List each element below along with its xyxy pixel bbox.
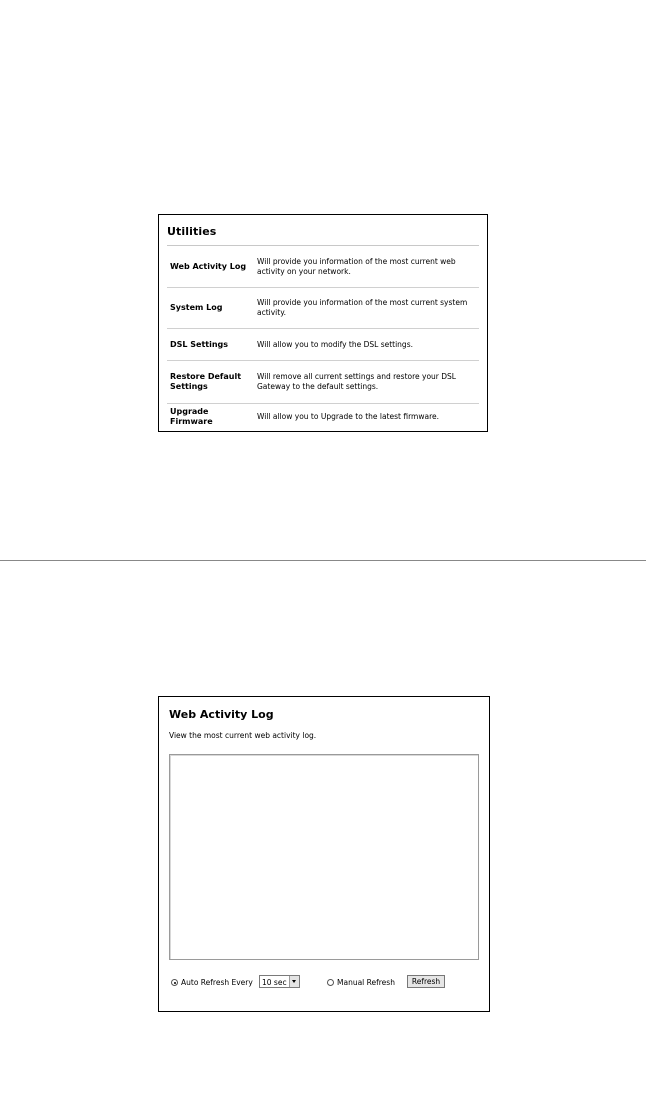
refresh-controls [171,975,479,991]
utilities-desc-dsl-settings: Will allow you to modify the DSL settings. [257,339,413,349]
chevron-down-icon[interactable] [289,976,299,987]
utilities-row-upgrade-firmware[interactable] [167,404,479,430]
utilities-link-dsl-settings[interactable]: DSL Settings [170,339,229,349]
utilities-title: Utilities [167,225,217,238]
utilities-desc-system-log: Will provide you information of the most current system activity. [257,298,468,317]
refresh-interval-value: 10 sec [262,977,287,987]
utilities-link-upgrade-firmware[interactable]: Upgrade Firmware [170,407,213,426]
refresh-interval-select[interactable] [259,975,300,988]
web-activity-log-textarea[interactable] [169,754,479,960]
utilities-desc-web-activity-log: Will provide you information of the most current web activity on your network. [257,256,456,276]
page-separator [0,560,646,561]
utilities-link-restore-default-settings[interactable]: Restore Default Settings [170,372,242,391]
utilities-row-web-activity-log[interactable] [167,246,479,288]
utilities-desc-upgrade-firmware: Will allow you to Upgrade to the latest firmware. [257,412,439,421]
auto-refresh-label: Auto Refresh Every [181,978,253,987]
utilities-row-dsl-settings[interactable] [167,329,479,361]
web-activity-log-panel [158,696,490,1012]
refresh-button[interactable]: Refresh [407,975,445,988]
utilities-desc-restore-default-settings: Will remove all current settings and restore your DSL Gateway to the default settings. [257,372,456,391]
utilities-row-restore-default-settings[interactable] [167,361,479,404]
web-activity-log-title: Web Activity Log [169,708,274,721]
utilities-panel [158,214,488,432]
utilities-link-web-activity-log[interactable]: Web Activity Log [170,261,247,271]
utilities-link-system-log[interactable]: System Log [170,303,223,312]
web-activity-log-subtitle: View the most current web activity log. [169,731,317,740]
manual-refresh-radio[interactable] [327,979,334,986]
manual-refresh-label: Manual Refresh [337,978,395,987]
auto-refresh-radio[interactable] [171,979,178,986]
utilities-row-system-log[interactable] [167,288,479,329]
